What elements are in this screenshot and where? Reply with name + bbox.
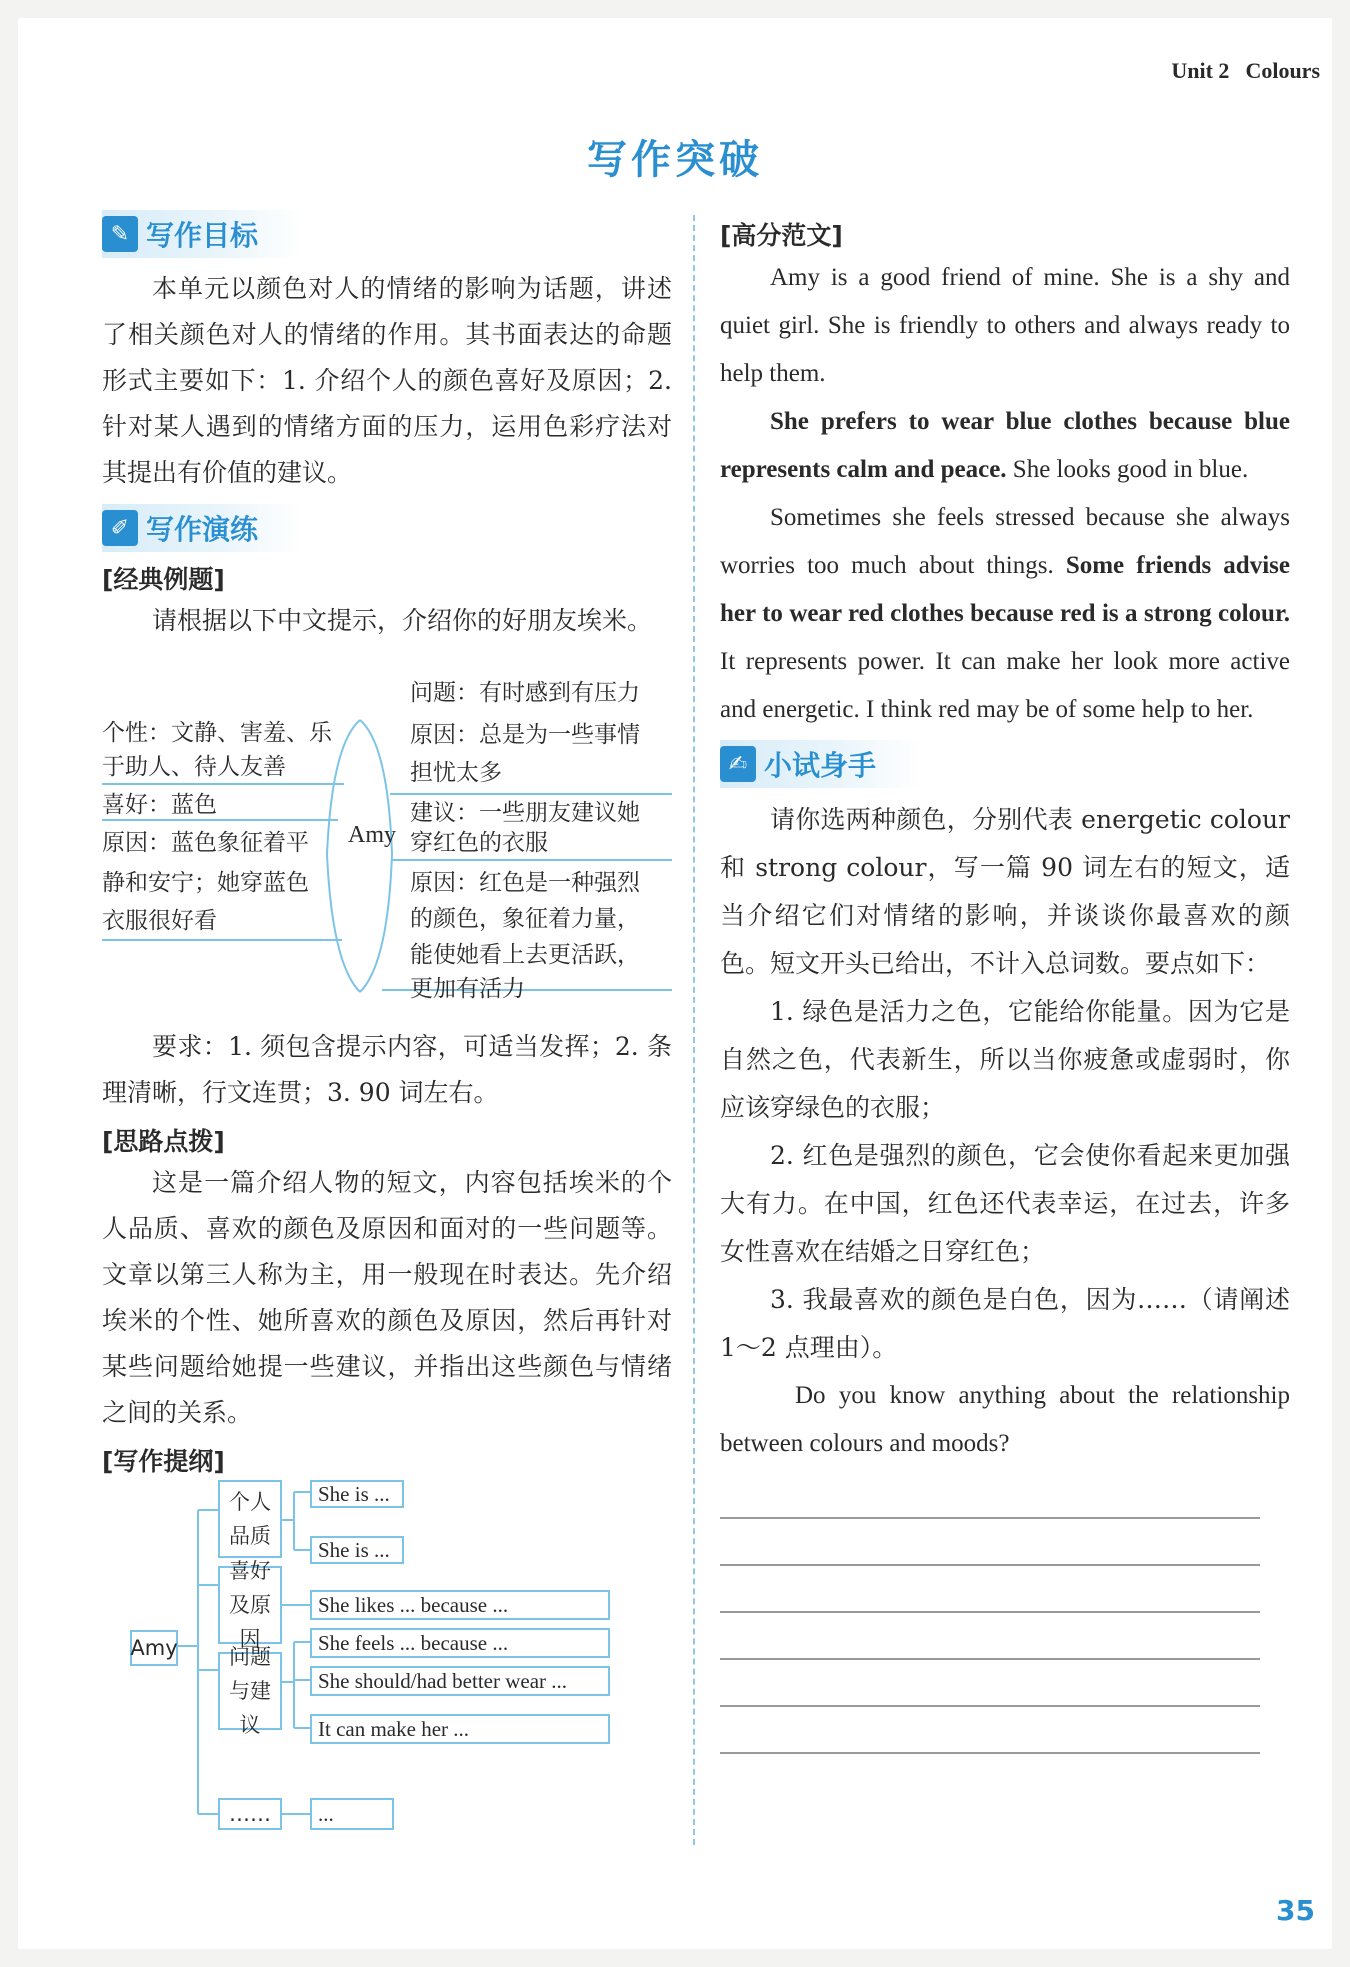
mindmap-right-2: 原因：总是为一些事情 <box>410 722 640 748</box>
example-label: [经典例题] <box>102 565 225 594</box>
outline-group-2-line-1: 喜好 <box>229 1559 271 1583</box>
writing-line[interactable] <box>720 1519 1260 1566</box>
mindmap <box>102 644 672 1024</box>
mindmap-left-2: 于助人、待人友善 <box>102 754 286 780</box>
outline-label: [写作提纲] <box>102 1447 225 1476</box>
try-point-1: 1. 绿色是活力之色，它能给你能量。因为它是自然之色，代表新生，所以当你疲惫或虚弱时，你应该穿绿色的衣服； <box>720 997 1290 1122</box>
outline-lines <box>102 1480 672 1840</box>
writing-line[interactable] <box>720 1613 1260 1660</box>
outline-item-2: She is ... <box>310 1536 404 1564</box>
mindmap-left-3: 喜好：蓝色 <box>102 792 217 818</box>
hint-text: 这是一篇介绍人物的短文，内容包括埃米的个人品质、喜欢的颜色及原因和面对的一些问题等。文章以第三人称为主，用一般现在时表达。先介绍埃米的个性、她所喜欢的颜色及原因，然后再针对某些问题给她提一些建议，并指出这些颜色与情绪之间的关系。 <box>102 1168 672 1427</box>
writing-outline <box>102 1480 672 1840</box>
outline-item-7: ... <box>310 1798 394 1830</box>
model-p2-rest: She looks good in blue. <box>1006 456 1249 483</box>
outline-item-1: She is ... <box>310 1480 404 1508</box>
write-icon: ✍ <box>720 746 756 782</box>
outline-group-3-line-2: 与建议 <box>229 1679 271 1737</box>
column-divider <box>693 215 695 1845</box>
outline-item-6: It can make her ... <box>310 1714 610 1744</box>
try-banner <box>720 740 920 788</box>
left-column <box>102 210 672 1840</box>
mindmap-left-6: 衣服很好看 <box>102 908 217 934</box>
outline-item-4: She feels ... because ... <box>310 1628 610 1658</box>
writing-line[interactable] <box>720 1660 1260 1707</box>
requirement-text: 要求：1. 须包含提示内容，可适当发挥；2. 条理清晰，行文连贯；3. 90 词左右。 <box>102 1032 672 1107</box>
outline-group-2-line-2: 及原因 <box>229 1593 271 1651</box>
model-p3-a: Sometimes she feels stressed because she always worries too much about things. <box>720 504 1290 579</box>
mindmap-left-5: 静和安宁；她穿蓝色 <box>102 870 309 896</box>
outline-group-1-line-1: 个人 <box>229 1490 271 1514</box>
unit-title: Colours <box>1245 58 1320 83</box>
writing-lines <box>720 1472 1290 1754</box>
mindmap-right-8: 能使她看上去更活跃， <box>410 942 640 968</box>
model-label: [高分范文] <box>720 221 843 250</box>
model-p3-bold: Some friends advise her to wear red clothes because red is a strong colour. <box>720 552 1290 627</box>
mindmap-left-1: 个性：文静、害羞、乐 <box>102 720 332 746</box>
example-prompt: 请根据以下中文提示，介绍你的好朋友埃米。 <box>152 606 653 635</box>
running-header <box>1155 58 1320 84</box>
practice-title: 写作演练 <box>146 513 259 546</box>
mindmap-right-1: 问题：有时感到有压力 <box>410 680 640 706</box>
practice-banner <box>102 504 302 552</box>
writing-line[interactable] <box>720 1566 1260 1613</box>
mindmap-right-7: 的颜色，象征着力量， <box>410 906 640 932</box>
edit-icon: ✐ <box>102 510 138 546</box>
unit-label: Unit 2 <box>1171 58 1230 83</box>
mindmap-right-3: 担忧太多 <box>410 760 502 786</box>
right-column <box>720 210 1290 1754</box>
page-title: 写作突破 <box>587 137 763 183</box>
try-title: 小试身手 <box>764 749 877 782</box>
try-intro: 请你选两种颜色，分别代表 energetic colour 和 strong colour，写一篇 90 词左右的短文，适当介绍它们对情绪的影响，并谈谈你最喜欢的颜色。短文开头已给出，不计入总词数。要点如下： <box>720 805 1290 978</box>
model-p2-bold: She prefers to wear blue clothes because blue represents calm and peace. <box>720 408 1290 483</box>
pencil-icon: ✎ <box>102 216 138 252</box>
writing-line[interactable] <box>720 1472 1260 1519</box>
model-paragraph-3 <box>720 494 1290 734</box>
outline-group-1 <box>218 1480 282 1558</box>
outline-group-3 <box>218 1645 282 1737</box>
goal-text: 本单元以颜色对人的情绪的影响为话题，讲述了相关颜色对人的情绪的作用。其书面表达的命题形式主要如下：1. 介绍个人的颜色喜好及原因；2. 针对某人遇到的情绪方面的压力，运用色彩疗法对其提出有价值的建议。 <box>102 274 672 487</box>
try-point-2: 2. 红色是强烈的颜色，它会使你看起来更加强大有力。在中国，红色还代表幸运，在过去，许多女性喜欢在结婚之日穿红色； <box>720 1141 1290 1266</box>
page-number: 35 <box>1276 1894 1315 1927</box>
mindmap-right-4: 建议：一些朋友建议她 <box>410 800 640 826</box>
mindmap-right-5: 穿红色的衣服 <box>410 830 548 856</box>
hint-label: [思路点拨] <box>102 1127 225 1156</box>
mindmap-center: Amy <box>348 822 396 848</box>
try-point-3: 3. 我最喜欢的颜色是白色，因为……（请阐述 1～2 点理由）。 <box>720 1285 1290 1362</box>
writing-line[interactable] <box>720 1707 1260 1754</box>
goal-banner <box>102 210 302 258</box>
outline-group-2 <box>218 1559 282 1651</box>
outline-group-4: …… <box>218 1798 282 1830</box>
outline-group-3-line-1: 问题 <box>229 1645 271 1669</box>
model-paragraph-1: Amy is a good friend of mine. She is a shy and quiet girl. She is friendly to others and always ready to help them. <box>720 264 1290 387</box>
goal-title: 写作目标 <box>146 219 259 252</box>
model-p3-b: It represents power. It can make her look more active and energetic. I think red may be of some help to her. <box>720 648 1290 723</box>
outline-item-5: She should/had better wear ... <box>310 1666 610 1696</box>
mindmap-right-9: 更加有活力 <box>410 976 525 1002</box>
outline-item-3: She likes ... because ... <box>310 1590 610 1620</box>
outline-group-1-line-2: 品质 <box>229 1524 271 1548</box>
try-opening: Do you know anything about the relationship between colours and moods? <box>720 1382 1290 1457</box>
outline-root: Amy <box>130 1630 178 1666</box>
mindmap-right-6: 原因：红色是一种强烈 <box>410 870 640 896</box>
model-paragraph-2 <box>720 398 1290 494</box>
mindmap-left-4: 原因：蓝色象征着平 <box>102 830 309 856</box>
